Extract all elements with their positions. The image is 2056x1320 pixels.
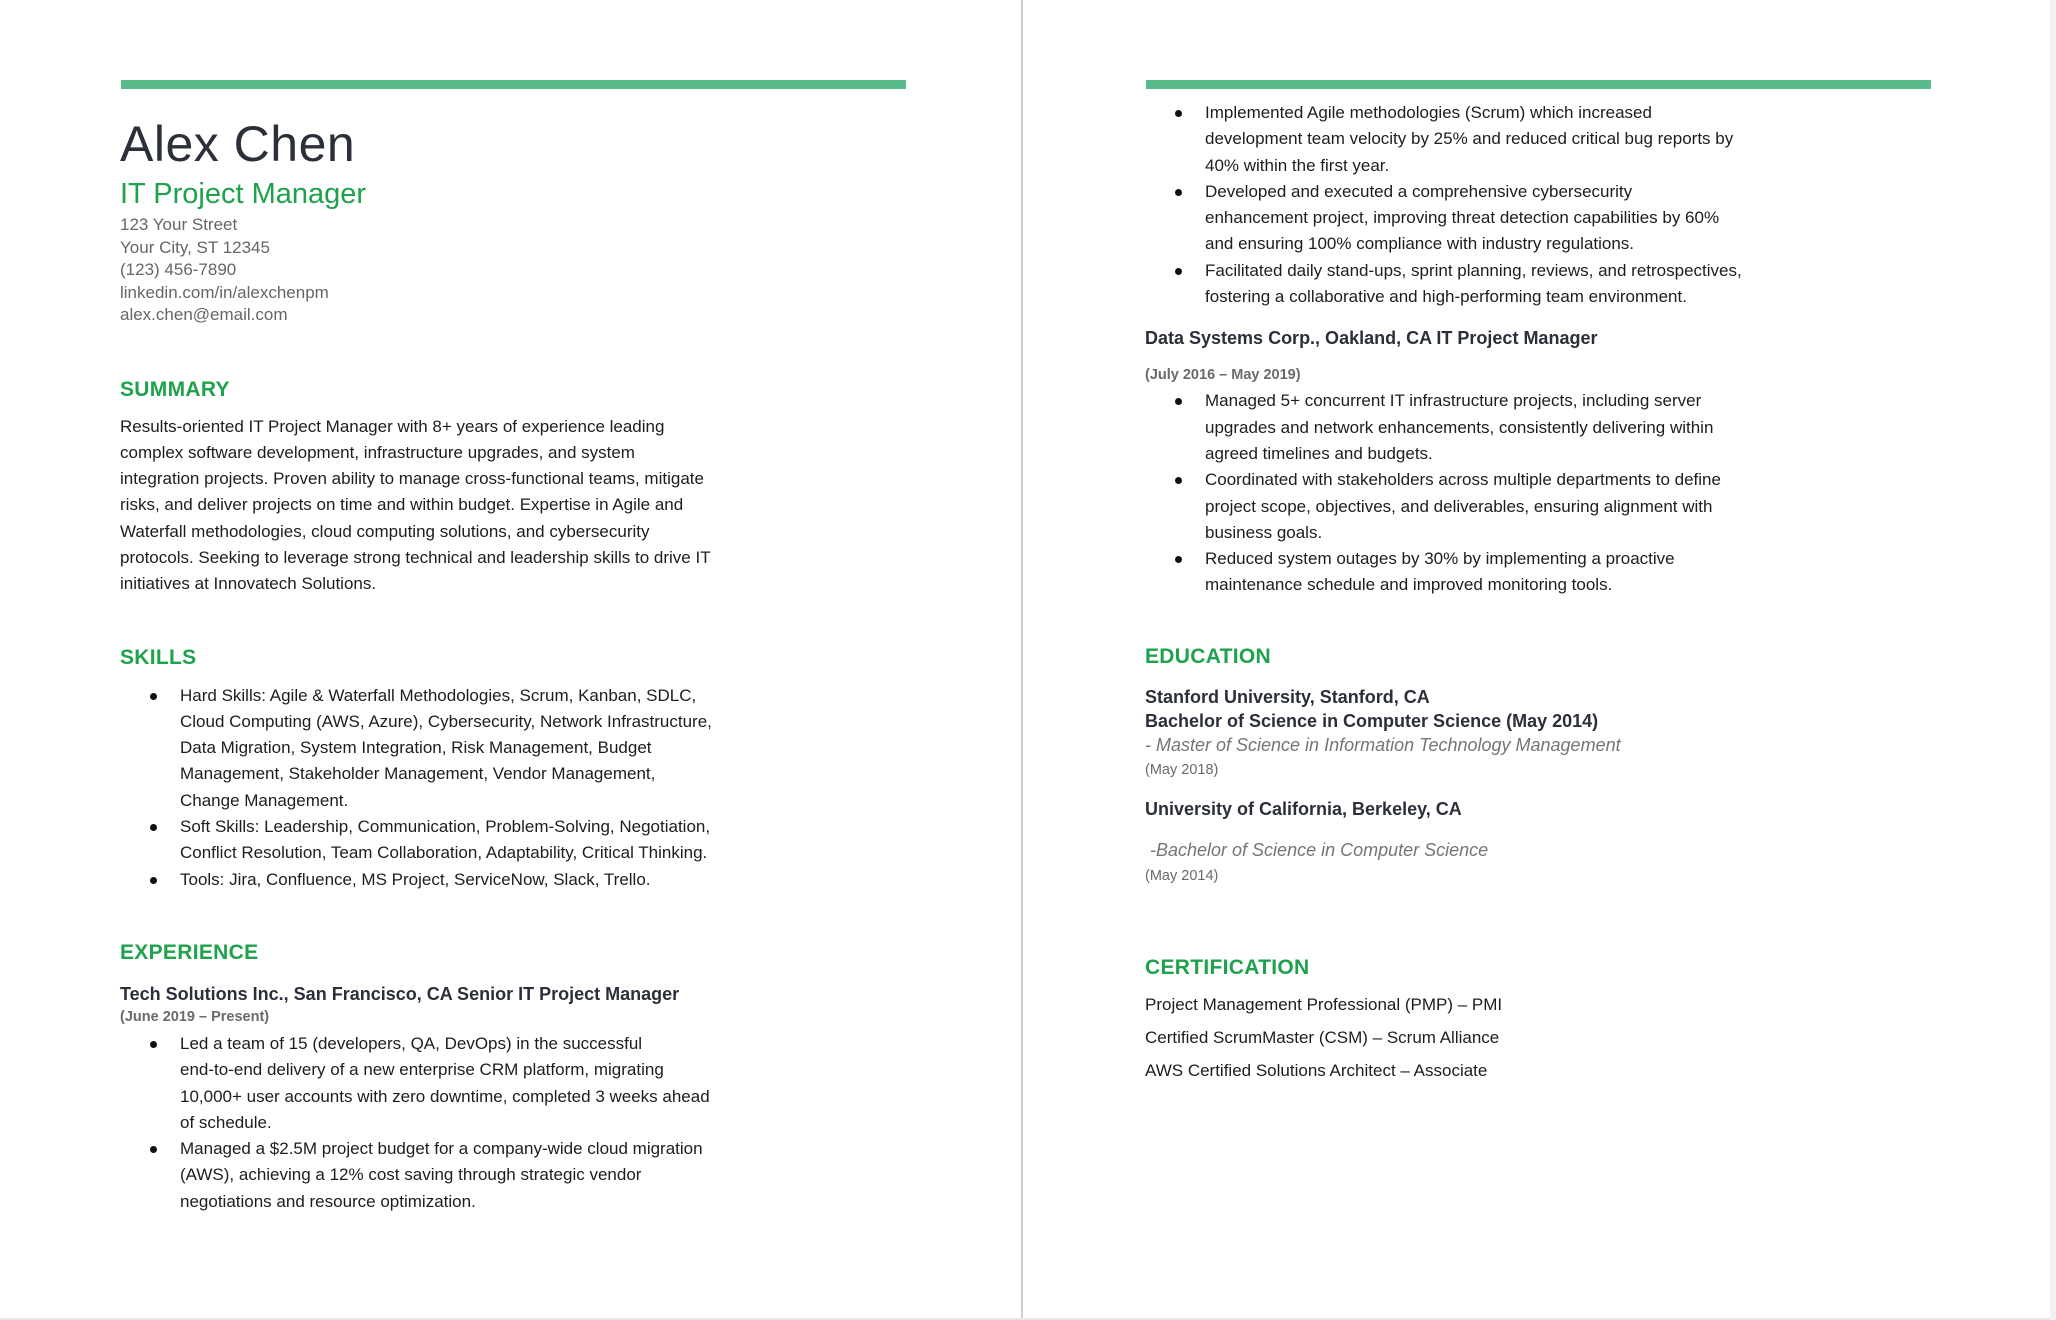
job-bullets xyxy=(120,1031,840,1215)
edu-sub-degree: - Master of Science in Information Technology Management xyxy=(1145,734,1621,755)
bullet-icon xyxy=(1175,268,1182,275)
skill-item-soft xyxy=(120,814,840,867)
bullet-line: maintenance schedule and improved monitoring tools. xyxy=(1205,575,1613,595)
bullet-line: end-to-end delivery of a new enterprise CRM platform, migrating xyxy=(180,1060,664,1080)
contact-email: alex.chen@email.com xyxy=(120,305,288,324)
skill-line: Soft Skills: Leadership, Communication, Problem-Solving, Negotiation, xyxy=(180,817,711,837)
certification-item: AWS Certified Solutions Architect – Associate xyxy=(1145,1060,1488,1080)
certification-heading: CERTIFICATION xyxy=(1145,955,1310,979)
job-bullet xyxy=(1145,546,1865,599)
skill-line: Tools: Jira, Confluence, MS Project, ServiceNow, Slack, Trello. xyxy=(180,869,651,889)
bullet-line: project scope, objectives, and deliverables, ensuring alignment with xyxy=(1205,496,1713,516)
candidate-role: IT Project Manager xyxy=(120,178,367,210)
resume-page-1 xyxy=(0,0,1021,1320)
bullet-line: Managed a $2.5M project budget for a company-wide cloud migration xyxy=(180,1139,703,1159)
job-dates: (June 2019 – Present) xyxy=(120,1008,270,1025)
job-bullet xyxy=(1145,100,1865,179)
education-heading: EDUCATION xyxy=(1145,644,1271,668)
bullet-line: Developed and executed a comprehensive cybersecurity xyxy=(1205,181,1633,201)
page-1-content xyxy=(120,114,840,1215)
edu-degree: Bachelor of Science in Computer Science (May 2014) xyxy=(1145,710,1599,731)
summary-text xyxy=(120,414,840,598)
bullet-line: Led a team of 15 (developers, QA, DevOps) in the successful xyxy=(180,1033,643,1053)
certification-list xyxy=(1145,988,1865,1087)
bullet-icon xyxy=(1175,110,1182,117)
bullet-icon xyxy=(1175,477,1182,484)
resume-page-2 xyxy=(1023,0,2056,1320)
bullet-line: business goals. xyxy=(1205,522,1323,542)
summary-line: Results-oriented IT Project Manager with 8+ years of experience leading xyxy=(120,416,665,436)
bullet-line: enhancement project, improving threat detection capabilities by 60% xyxy=(1205,208,1720,228)
bullet-line: and ensuring 100% compliance with industry regulations. xyxy=(1205,234,1635,254)
contact-street: 123 Your Street xyxy=(120,215,238,234)
header-accent-bar xyxy=(1146,80,1931,89)
job-dates: (July 2016 – May 2019) xyxy=(1145,367,1301,384)
experience-heading: EXPERIENCE xyxy=(120,940,259,964)
skill-line: Cloud Computing (AWS, Azure), Cybersecurity, Network Infrastructure, xyxy=(180,711,712,731)
bullet-line: 10,000+ user accounts with zero downtime, completed 3 weeks ahead xyxy=(180,1086,710,1106)
skill-line: Management, Stakeholder Management, Vendor Management, xyxy=(180,764,656,784)
contact-linkedin: linkedin.com/in/alexchenpm xyxy=(120,282,329,302)
skill-line: Data Migration, System Integration, Risk Management, Budget xyxy=(180,738,652,758)
candidate-name: Alex Chen xyxy=(120,116,356,172)
bullet-icon xyxy=(150,693,157,700)
header-accent-bar xyxy=(121,80,906,89)
job-heading: Data Systems Corp., Oakland, CA IT Project Manager xyxy=(1145,328,1598,349)
bullet-icon xyxy=(1175,556,1182,563)
skill-line: Hard Skills: Agile & Waterfall Methodologies, Scrum, Kanban, SDLC, xyxy=(180,685,697,705)
skill-line: Conflict Resolution, Team Collaboration, Adaptability, Critical Thinking. xyxy=(180,843,708,863)
job-bullet xyxy=(120,1031,840,1136)
bullet-icon xyxy=(1175,189,1182,196)
bullet-line: Reduced system outages by 30% by implementing a proactive xyxy=(1205,549,1675,569)
contact-block xyxy=(120,214,840,327)
bullet-icon xyxy=(150,1146,157,1153)
bullet-line: Facilitated daily stand-ups, sprint planning, reviews, and retrospectives, xyxy=(1205,260,1742,280)
skill-item-hard xyxy=(120,683,840,814)
bullet-line: 40% within the first year. xyxy=(1205,155,1390,175)
job-bullet xyxy=(120,1136,840,1215)
bullet-icon xyxy=(1175,398,1182,405)
bullet-icon xyxy=(150,824,157,831)
edu-sub-degree: -Bachelor of Science in Computer Science xyxy=(1145,839,1489,860)
edu-date: (May 2014) xyxy=(1145,867,1219,884)
job-heading: Tech Solutions Inc., San Francisco, CA Senior IT Project Manager xyxy=(120,983,680,1004)
bullet-line: upgrades and network enhancements, consistently delivering within xyxy=(1205,417,1714,437)
page-2-content xyxy=(1145,100,1865,1087)
summary-line: initiatives at Innovatech Solutions. xyxy=(120,574,377,594)
job-bullet xyxy=(1145,467,1865,546)
bullet-icon xyxy=(150,877,157,884)
bullet-line: agreed timelines and budgets. xyxy=(1205,443,1433,463)
edu-school: Stanford University, Stanford, CA xyxy=(1145,686,1430,707)
job-bullet xyxy=(1145,388,1865,467)
certification-item: Certified ScrumMaster (CSM) – Scrum Alliance xyxy=(1145,1027,1500,1047)
summary-line: complex software development, infrastructure upgrades, and system xyxy=(120,442,635,462)
summary-line: protocols. Seeking to leverage strong technical and leadership skills to drive IT xyxy=(120,547,711,567)
skill-line: Change Management. xyxy=(180,790,349,810)
summary-line: integration projects. Proven ability to manage cross-functional teams, mitigate xyxy=(120,469,704,489)
summary-line: Waterfall methodologies, cloud computing solutions, and cybersecurity xyxy=(120,521,650,541)
edu-date: (May 2018) xyxy=(1145,761,1219,778)
viewer-scroll-edge[interactable] xyxy=(2050,0,2056,1320)
skill-item-tools xyxy=(120,867,840,893)
bullet-line: (AWS), achieving a 12% cost saving through strategic vendor xyxy=(180,1165,642,1185)
contact-city: Your City, ST 12345 xyxy=(120,237,270,257)
summary-line: risks, and deliver projects on time and within budget. Expertise in Agile and xyxy=(120,495,684,515)
bullet-line: Coordinated with stakeholders across multiple departments to define xyxy=(1205,470,1721,490)
skills-list xyxy=(120,683,840,893)
edu-school: University of California, Berkeley, CA xyxy=(1145,798,1462,819)
bullet-icon xyxy=(150,1041,157,1048)
bullet-line: of schedule. xyxy=(180,1112,272,1132)
job-bullets-continued xyxy=(1145,100,1865,310)
bullet-line: Managed 5+ concurrent IT infrastructure projects, including server xyxy=(1205,391,1702,411)
job-bullets xyxy=(1145,388,1865,598)
bullet-line: Implemented Agile methodologies (Scrum) which increased xyxy=(1205,103,1652,122)
bullet-line: fostering a collaborative and high-performing team environment. xyxy=(1205,287,1687,307)
skills-heading: SKILLS xyxy=(120,645,197,669)
bullet-line: negotiations and resource optimization. xyxy=(180,1191,476,1211)
contact-phone: (123) 456-7890 xyxy=(120,260,237,279)
job-bullet xyxy=(1145,179,1865,258)
summary-heading: SUMMARY xyxy=(120,377,230,401)
certification-item: Project Management Professional (PMP) – PMI xyxy=(1145,994,1503,1014)
bullet-line: development team velocity by 25% and reduced critical bug reports by xyxy=(1205,129,1734,149)
job-bullet xyxy=(1145,258,1865,311)
